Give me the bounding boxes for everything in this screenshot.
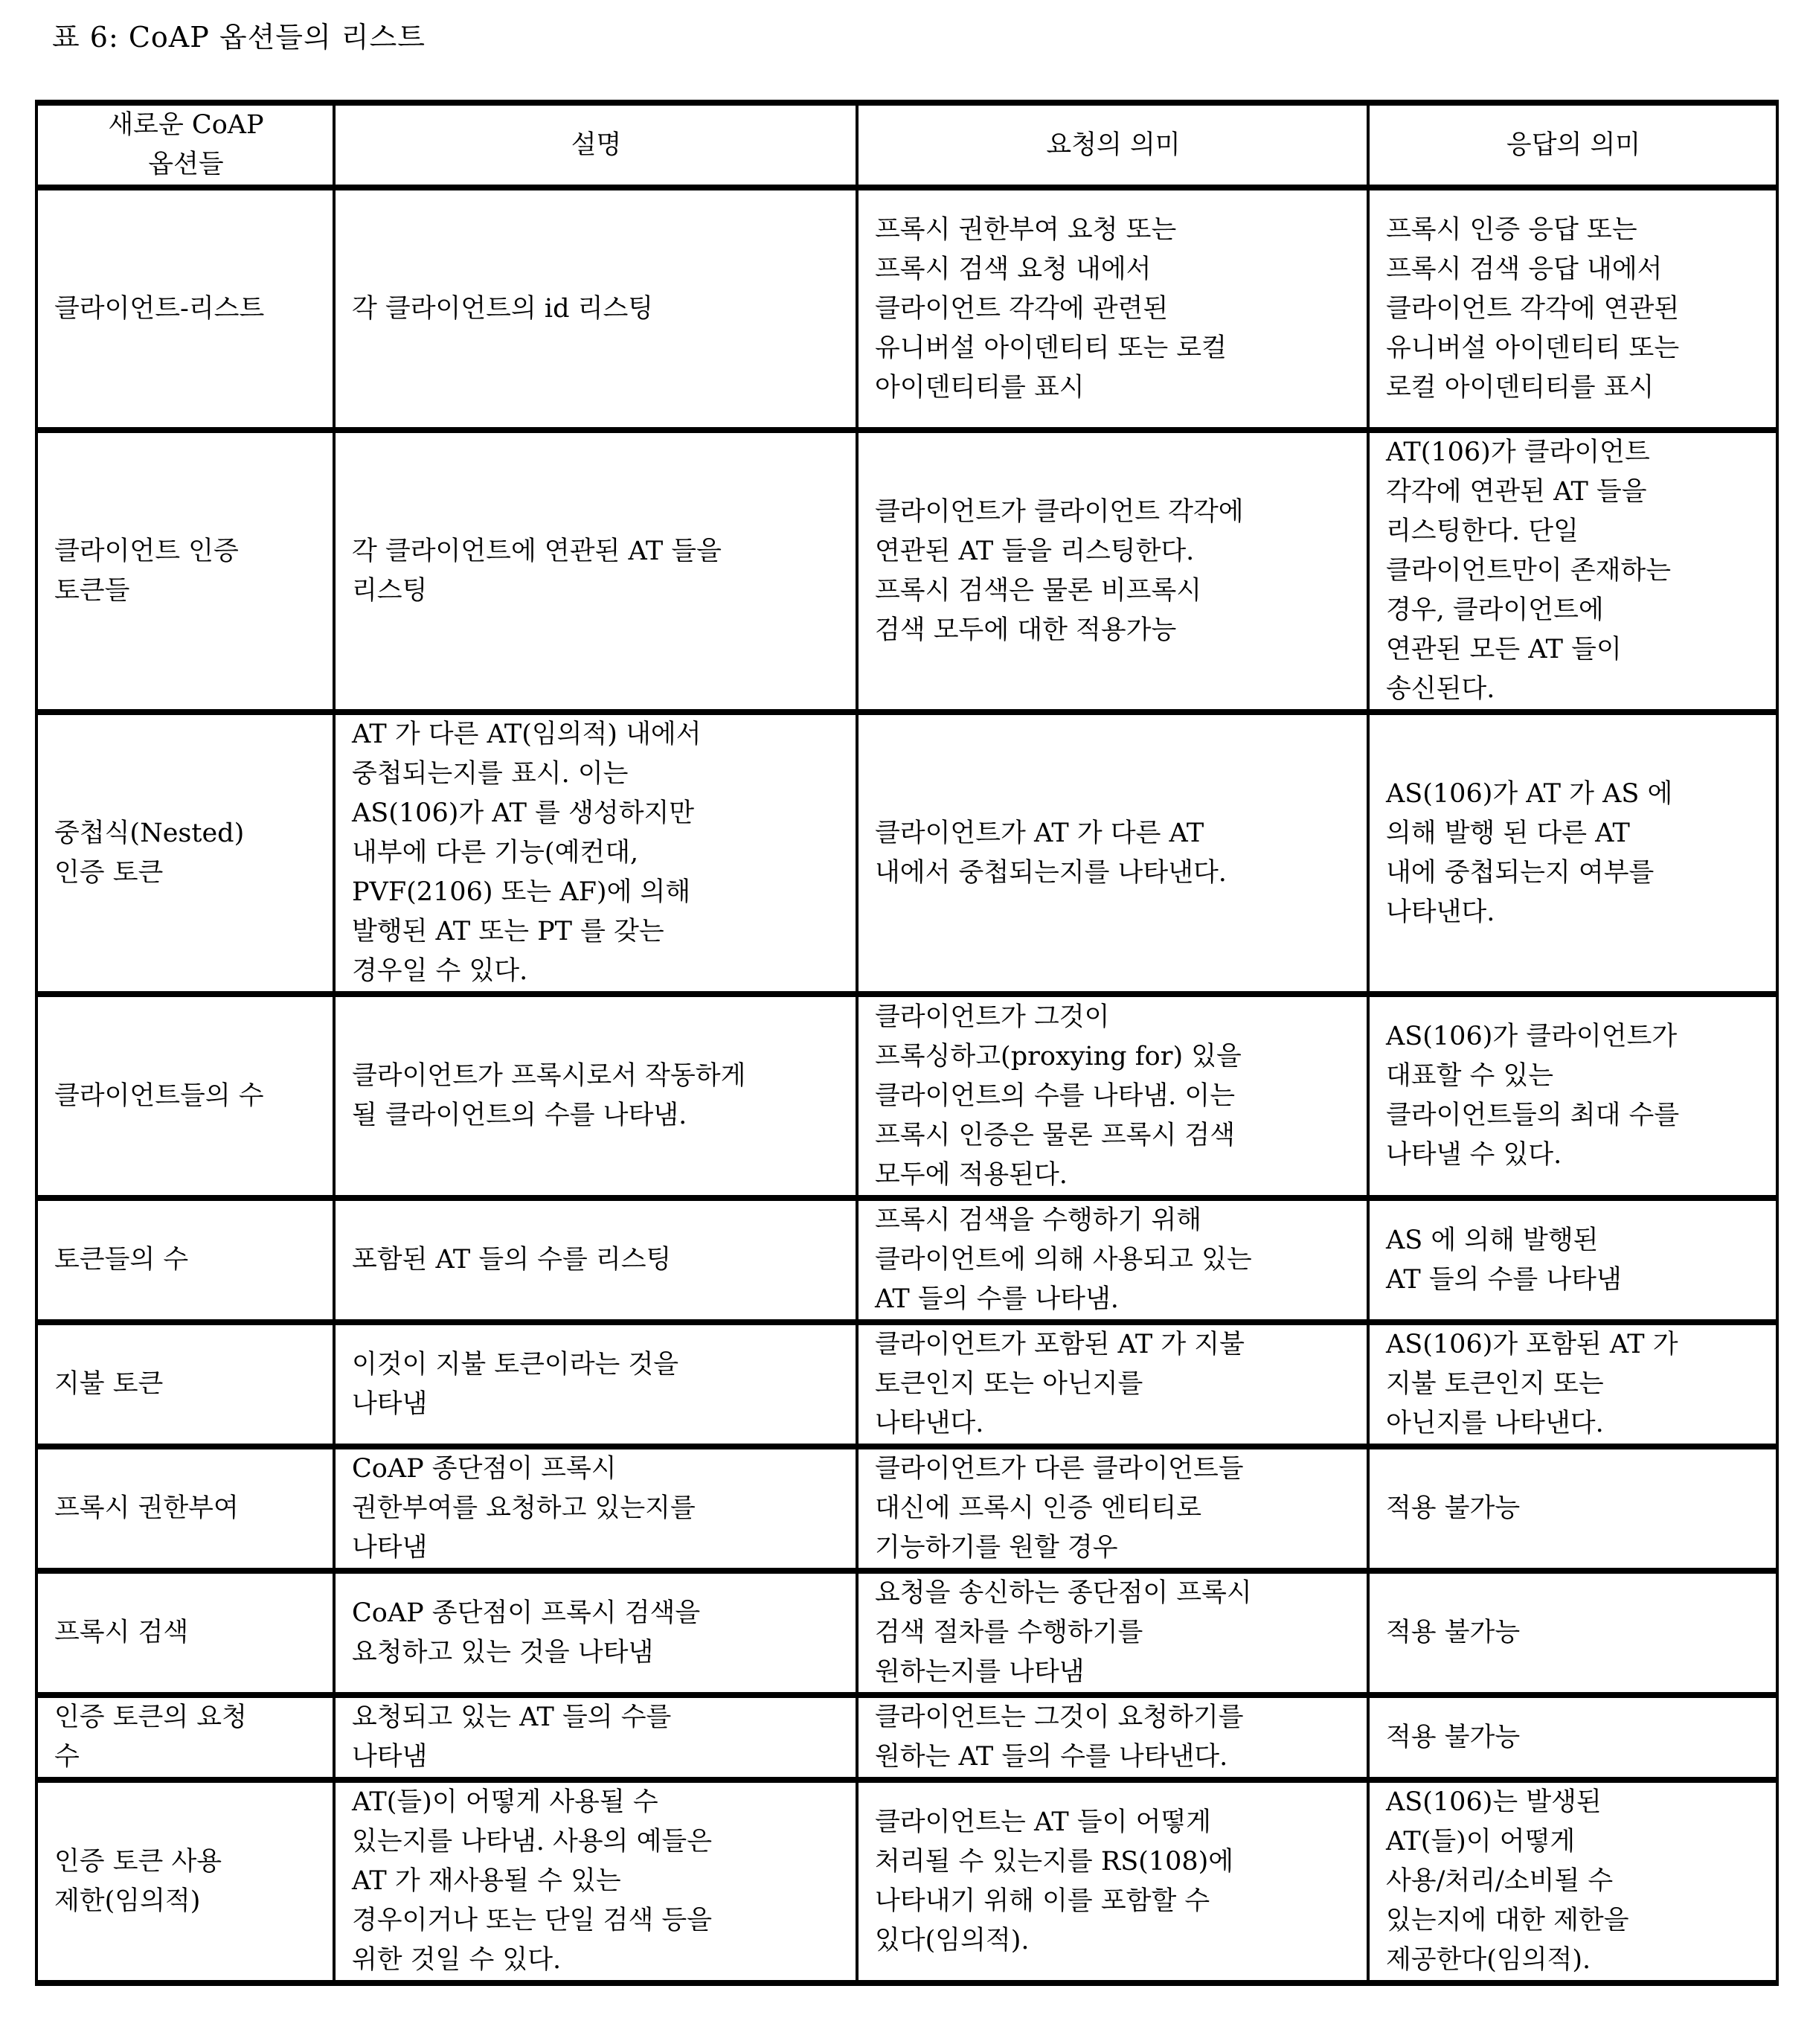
cell-response-meaning: AS 에 의해 발행된 AT 들의 수를 나타냄	[1368, 1198, 1777, 1322]
table-row	[36, 712, 1777, 994]
cell-response-meaning: AS(106)는 발생된 AT(들)이 어떻게 사용/처리/소비될 수 있는지에 대한 제한을 제공한다(임의적).	[1368, 1780, 1777, 1983]
cell-description: 이것이 지불 토큰이라는 것을 나타냄	[334, 1322, 857, 1447]
cell-request-meaning: 프록시 권한부여 요청 또는 프록시 검색 요청 내에서 클라이언트 각각에 관련된 유니버설 아이덴티티 또는 로컬 아이덴티티를 표시	[857, 188, 1368, 430]
table-row	[36, 1695, 1777, 1780]
cell-request-meaning: 클라이언트가 다른 클라이언트들 대신에 프록시 인증 엔티티로 기능하기를 원할 경우	[857, 1447, 1368, 1571]
cell-description: 포함된 AT 들의 수를 리스팅	[334, 1198, 857, 1322]
cell-request-meaning: 클라이언트는 그것이 요청하기를 원하는 AT 들의 수를 나타낸다.	[857, 1695, 1368, 1780]
cell-description: AT 가 다른 AT(임의적) 내에서 중첩되는지를 표시. 이는 AS(106)가 AT 를 생성하지만 내부에 다른 기능(예컨대, PVF(2106) 또는 AF)에 의해 발행된 AT 또는 PT 를 갖는 경우일 수 있다.	[334, 712, 857, 994]
cell-description: AT(들)이 어떻게 사용될 수 있는지를 나타냄. 사용의 예들은 AT 가 재사용될 수 있는 경우이거나 또는 단일 검색 등을 위한 것일 수 있다.	[334, 1780, 857, 1983]
cell-option: 지불 토큰	[36, 1322, 334, 1447]
cell-description: 클라이언트가 프록시로서 작동하게 될 클라이언트의 수를 나타냄.	[334, 994, 857, 1198]
cell-response-meaning: AT(106)가 클라이언트 각각에 연관된 AT 들을 리스팅한다. 단일 클라이언트만이 존재하는 경우, 클라이언트에 연관된 모든 AT 들이 송신된다.	[1368, 430, 1777, 712]
table-row	[36, 1198, 1777, 1322]
cell-request-meaning: 요청을 송신하는 종단점이 프록시 검색 절차를 수행하기를 원하는지를 나타냄	[857, 1571, 1368, 1695]
table-row	[36, 1447, 1777, 1571]
cell-response-meaning: AS(106)가 포함된 AT 가 지불 토큰인지 또는 아닌지를 나타낸다.	[1368, 1322, 1777, 1447]
cell-description: CoAP 종단점이 프록시 검색을 요청하고 있는 것을 나타냄	[334, 1571, 857, 1695]
cell-option: 토큰들의 수	[36, 1198, 334, 1322]
cell-option: 클라이언트 인증 토큰들	[36, 430, 334, 712]
table-row	[36, 1322, 1777, 1447]
header-option: 새로운 CoAP 옵션들	[36, 103, 334, 188]
table-row	[36, 994, 1777, 1198]
cell-option: 프록시 검색	[36, 1571, 334, 1695]
cell-option: 인증 토큰의 요청 수	[36, 1695, 334, 1780]
table-header-row	[36, 103, 1777, 188]
header-request-meaning: 요청의 의미	[857, 103, 1368, 188]
cell-response-meaning: AS(106)가 AT 가 AS 에 의해 발행 된 다른 AT 내에 중첩되는지 여부를 나타낸다.	[1368, 712, 1777, 994]
header-response-meaning: 응답의 의미	[1368, 103, 1777, 188]
cell-response-meaning: 적용 불가능	[1368, 1571, 1777, 1695]
table-row	[36, 1780, 1777, 1983]
cell-description: 요청되고 있는 AT 들의 수를 나타냄	[334, 1695, 857, 1780]
cell-option: 인증 토큰 사용 제한(임의적)	[36, 1780, 334, 1983]
cell-request-meaning: 프록시 검색을 수행하기 위해 클라이언트에 의해 사용되고 있는 AT 들의 수를 나타냄.	[857, 1198, 1368, 1322]
cell-response-meaning: AS(106)가 클라이언트가 대표할 수 있는 클라이언트들의 최대 수를 나타낼 수 있다.	[1368, 994, 1777, 1198]
header-description: 설명	[334, 103, 857, 188]
table-row	[36, 1571, 1777, 1695]
cell-option: 프록시 권한부여	[36, 1447, 334, 1571]
cell-response-meaning: 적용 불가능	[1368, 1695, 1777, 1780]
cell-option: 클라이언트들의 수	[36, 994, 334, 1198]
cell-description: 각 클라이언트의 id 리스팅	[334, 188, 857, 430]
cell-request-meaning: 클라이언트가 AT 가 다른 AT 내에서 중첩되는지를 나타낸다.	[857, 712, 1368, 994]
cell-request-meaning: 클라이언트가 그것이 프록싱하고(proxying for) 있을 클라이언트의 수를 나타냄. 이는 프록시 인증은 물론 프록시 검색 모두에 적용된다.	[857, 994, 1368, 1198]
cell-response-meaning: 적용 불가능	[1368, 1447, 1777, 1571]
cell-description: 각 클라이언트에 연관된 AT 들을 리스팅	[334, 430, 857, 712]
table-row	[36, 430, 1777, 712]
cell-option: 중첩식(Nested) 인증 토큰	[36, 712, 334, 994]
cell-response-meaning: 프록시 인증 응답 또는 프록시 검색 응답 내에서 클라이언트 각각에 연관된 유니버설 아이덴티티 또는 로컬 아이덴티티를 표시	[1368, 188, 1777, 430]
cell-request-meaning: 클라이언트가 포함된 AT 가 지불 토큰인지 또는 아닌지를 나타낸다.	[857, 1322, 1368, 1447]
table-row	[36, 188, 1777, 430]
cell-option: 클라이언트-리스트	[36, 188, 334, 430]
table-caption: 표 6: CoAP 옵션들의 리스트	[52, 21, 426, 54]
cell-request-meaning: 클라이언트가 클라이언트 각각에 연관된 AT 들을 리스팅한다. 프록시 검색은 물론 비프록시 검색 모두에 대한 적용가능	[857, 430, 1368, 712]
cell-request-meaning: 클라이언트는 AT 들이 어떻게 처리될 수 있는지를 RS(108)에 나타내기 위해 이를 포함할 수 있다(임의적).	[857, 1780, 1368, 1983]
cell-description: CoAP 종단점이 프록시 권한부여를 요청하고 있는지를 나타냄	[334, 1447, 857, 1571]
coap-options-table	[35, 100, 1779, 1986]
